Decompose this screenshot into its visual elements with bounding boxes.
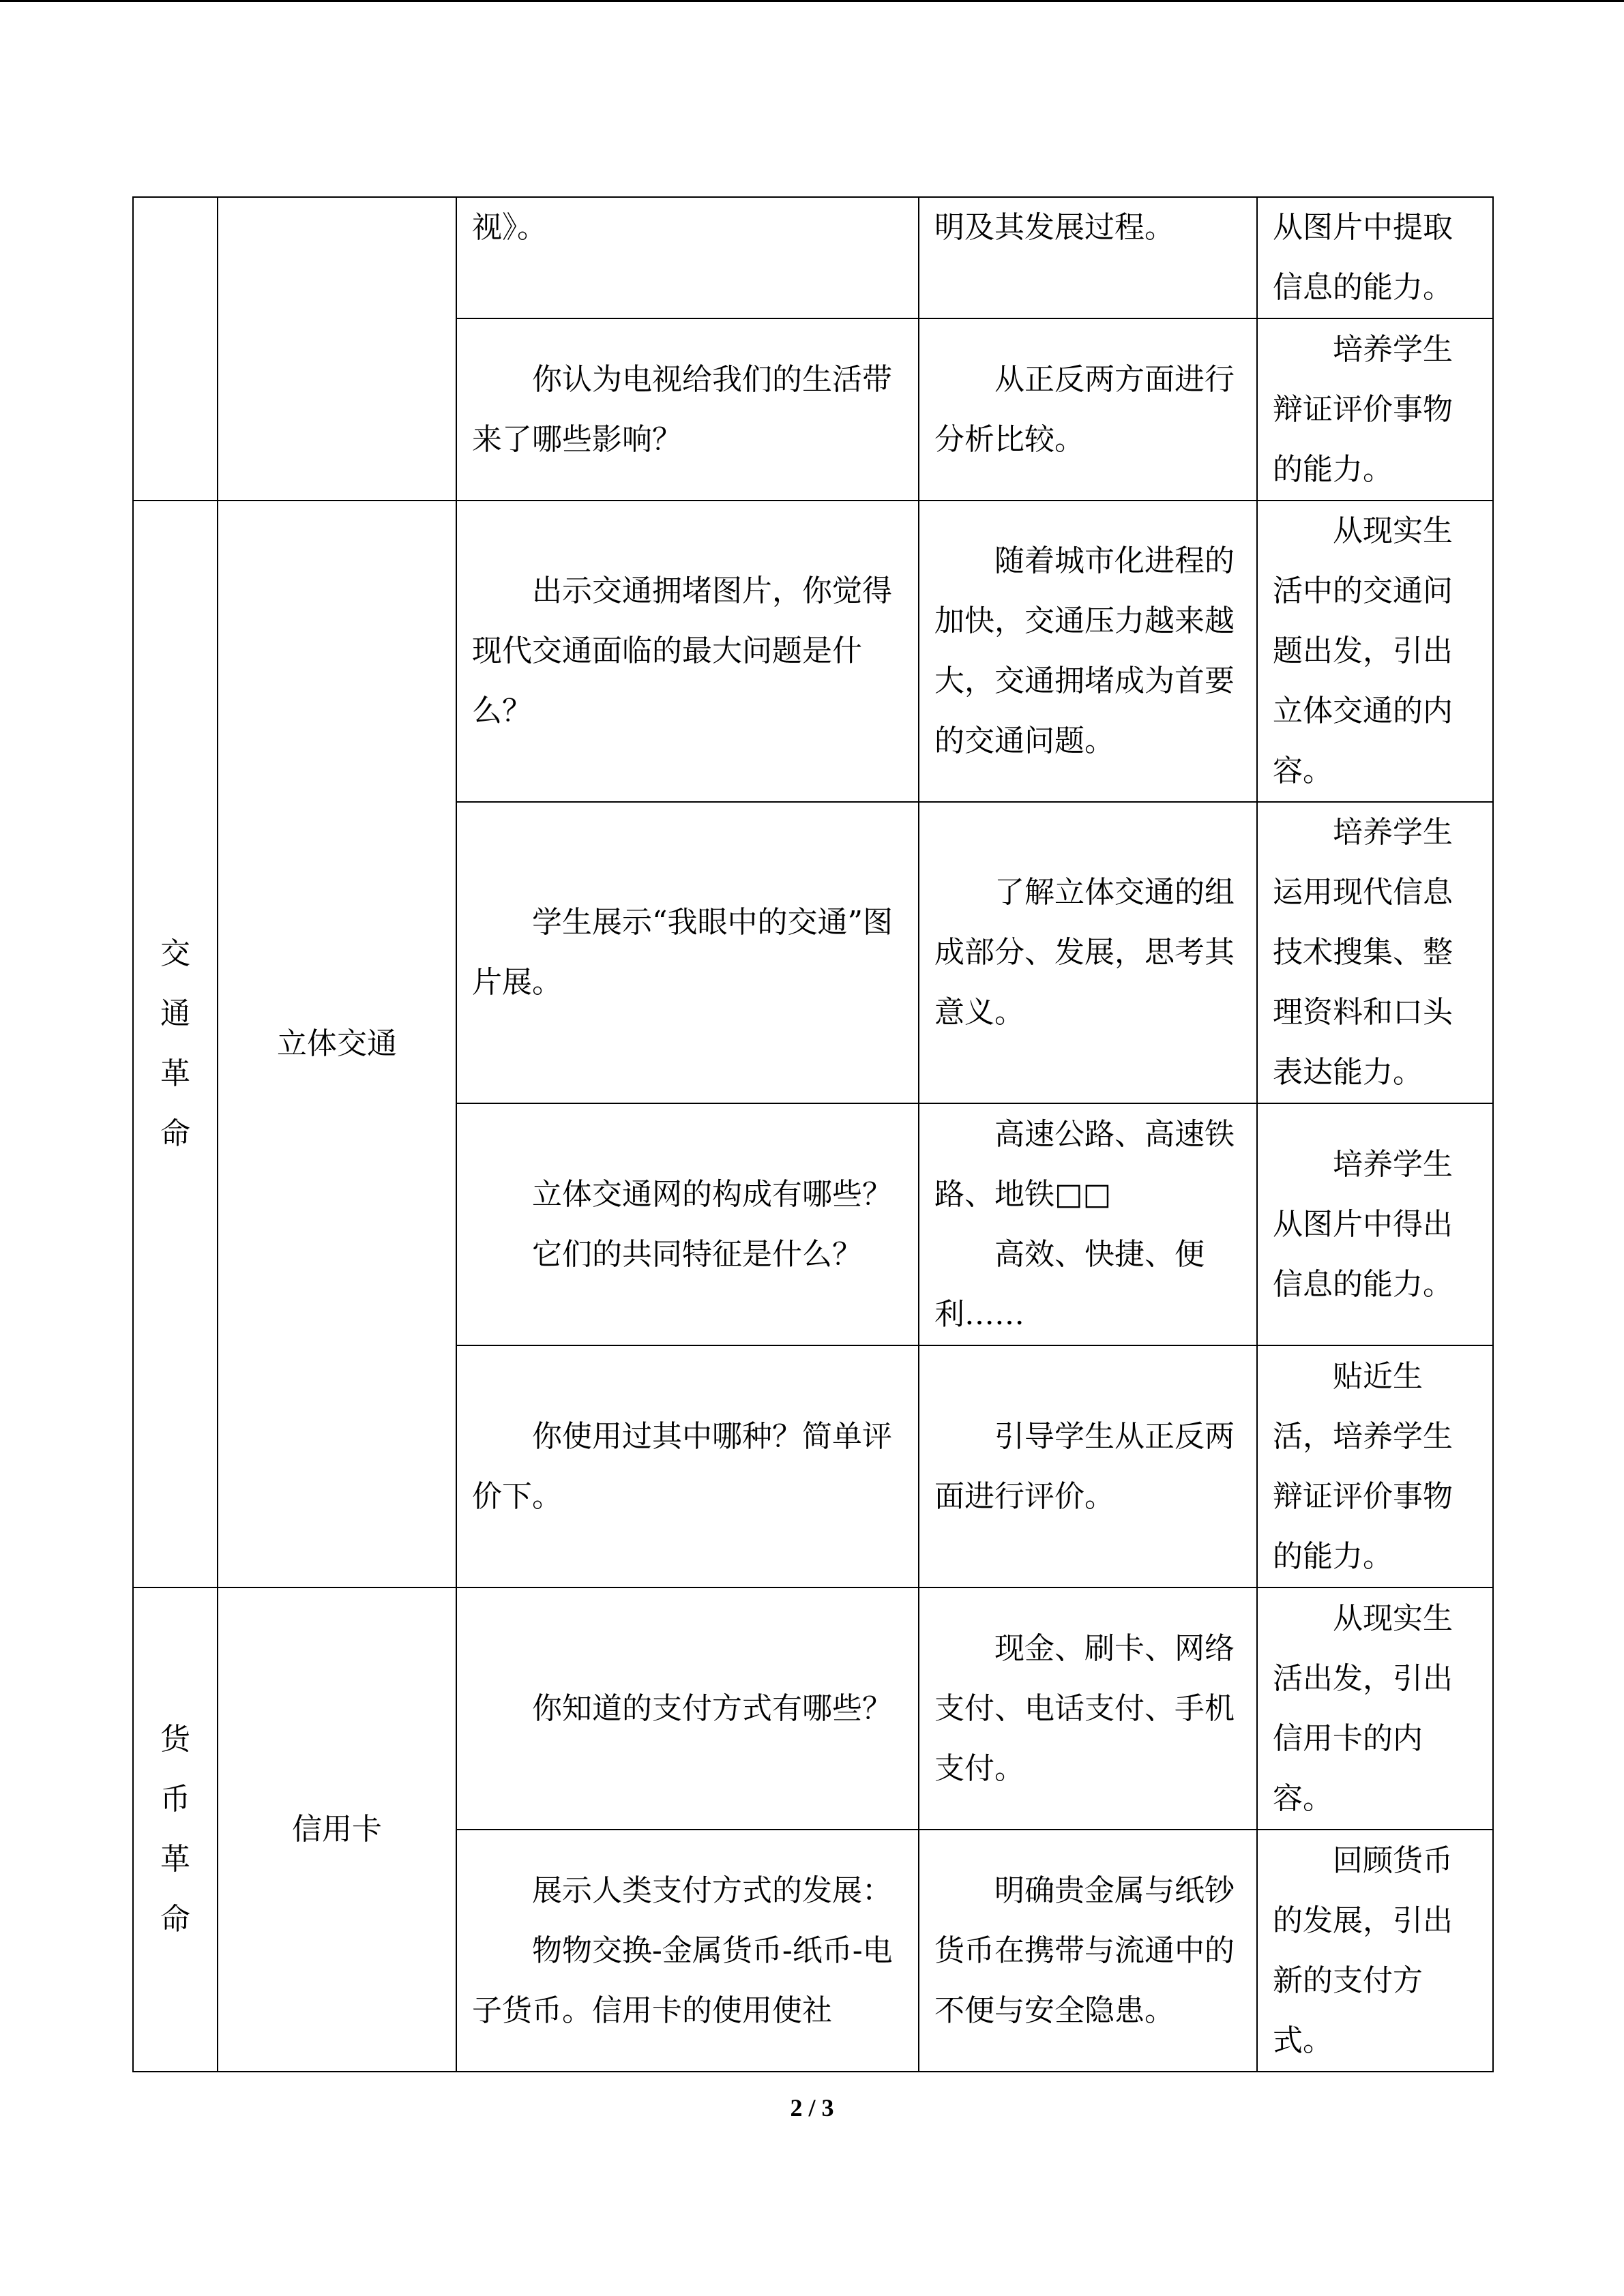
student-cell: 现金、刷卡、网络支付、电话支付、手机支付。 [919, 1587, 1257, 1830]
goal-cell: 从现实生活中的交通问题出发，引出立体交通的内容。 [1257, 501, 1493, 802]
activity-cell: 展示人类支付方式的发展： 物物交换-金属货币-纸币-电子货币。信用卡的使用使社 [456, 1830, 919, 2072]
goal-cell: 从图片中提取信息的能力。 [1257, 197, 1493, 318]
table-row [133, 501, 1493, 802]
goal-cell: 贴近生活，培养学生辩证评价事物的能力。 [1257, 1345, 1493, 1587]
goal-cell: 培养学生辩证评价事物的能力。 [1257, 318, 1493, 501]
goal-cell: 从现实生活出发，引出信用卡的内容。 [1257, 1587, 1493, 1830]
activity-cell: 立体交通网的构成有哪些？ 它们的共同特征是什么？ [456, 1103, 919, 1345]
lesson-plan-table [132, 196, 1494, 2072]
student-cell: 了解立体交通的组成部分、发展，思考其意义。 [919, 802, 1257, 1103]
activity-cell: 学生展示“我眼中的交通”图片展。 [456, 802, 919, 1103]
activity-cell: 出示交通拥堵图片，你觉得现代交通面临的最大问题是什么？ [456, 501, 919, 802]
student-cell: 随着城市化进程的加快，交通压力越来越大，交通拥堵成为首要的交通问题。 [919, 501, 1257, 802]
student-cell: 引导学生从正反两面进行评价。 [919, 1345, 1257, 1587]
goal-cell: 回顾货币的发展，引出新的支付方式。 [1257, 1830, 1493, 2072]
activity-cell: 视》。 [456, 197, 919, 318]
section-cell-empty [133, 197, 218, 501]
page-top-rule [0, 0, 1624, 2]
activity-cell: 你知道的支付方式有哪些？ [456, 1587, 919, 1830]
topic-cell-currency: 信用卡 [218, 1587, 456, 2072]
topic-cell-empty [218, 197, 456, 501]
goal-cell: 培养学生运用现代信息技术搜集、整理资料和口头表达能力。 [1257, 802, 1493, 1103]
section-cell-currency: 货 币 革 命 [133, 1587, 218, 2072]
page-number: 2 / 3 [790, 2094, 834, 2121]
table-row [133, 197, 1493, 318]
goal-cell: 培养学生从图片中得出信息的能力。 [1257, 1103, 1493, 1345]
activity-cell: 你认为电视给我们的生活带来了哪些影响？ [456, 318, 919, 501]
table-row [133, 1587, 1493, 1830]
student-cell: 明确贵金属与纸钞货币在携带与流通中的不便与安全隐患。 [919, 1830, 1257, 2072]
section-cell-transport: 交 通 革 命 [133, 501, 218, 1587]
student-cell: 从正反两方面进行分析比较。 [919, 318, 1257, 501]
student-cell: 明及其发展过程。 [919, 197, 1257, 318]
student-cell: 高速公路、高速铁路、地铁□□ 高效、快捷、便利…… [919, 1103, 1257, 1345]
topic-cell-transport: 立体交通 [218, 501, 456, 1587]
activity-cell: 你使用过其中哪种？简单评价下。 [456, 1345, 919, 1587]
